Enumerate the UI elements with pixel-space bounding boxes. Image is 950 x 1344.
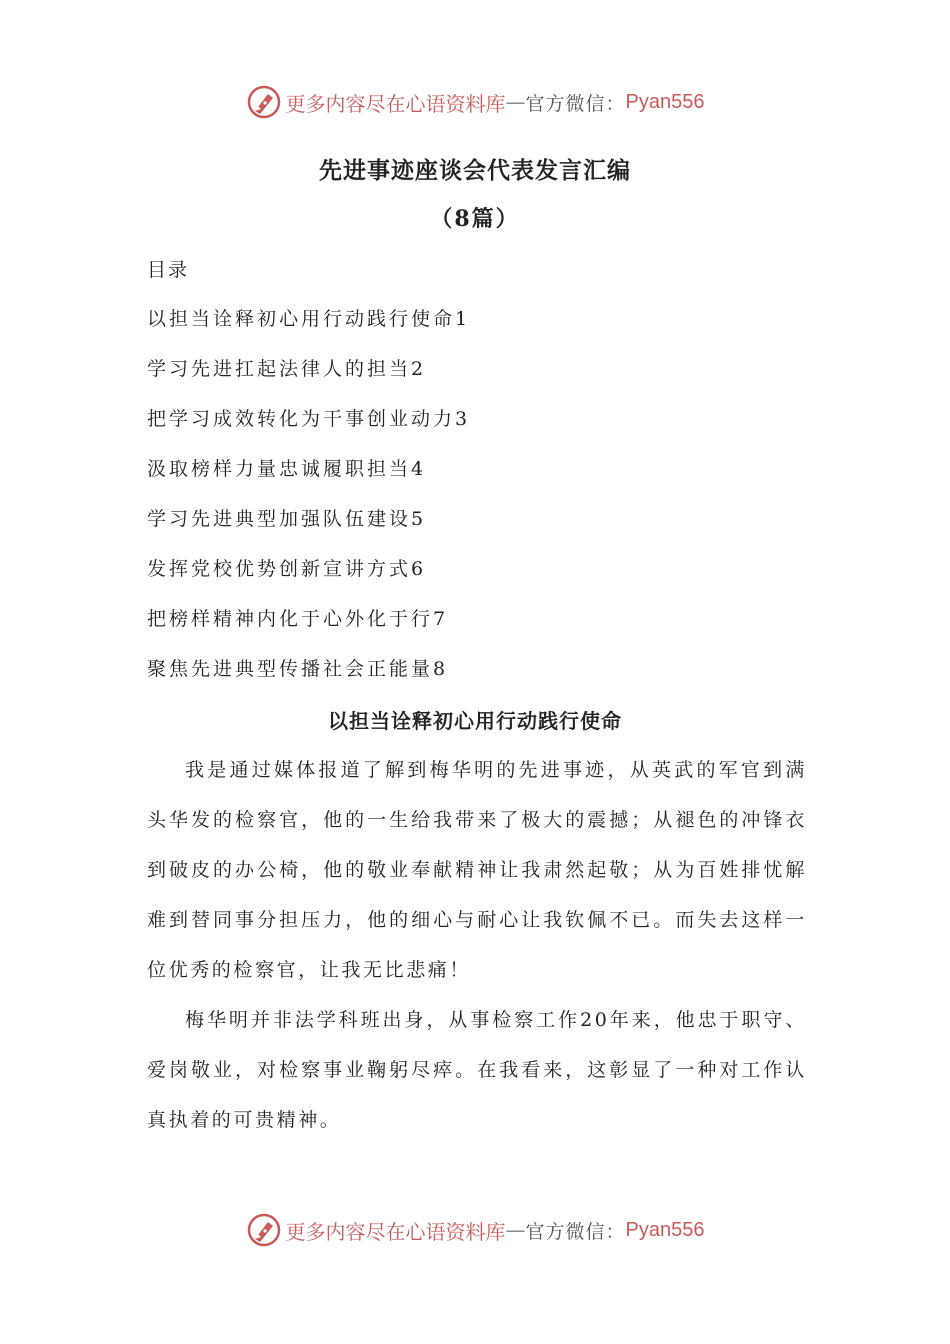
pen-nib-logo-icon <box>246 84 282 120</box>
toc-item[interactable]: 把榜样精神内化于心外化于行7 <box>147 608 449 630</box>
banner-separator: — <box>505 90 526 114</box>
banner-text: 更多内容尽在心语资料库 <box>285 1219 506 1244</box>
table-of-contents <box>147 305 470 705</box>
document-title: 先进事迹座谈会代表发言汇编 <box>319 157 631 184</box>
banner-text: 更多内容尽在心语资料库 <box>285 91 506 116</box>
banner-wechat-id: Pyan556 <box>625 1218 705 1241</box>
footer-banner <box>0 1210 950 1250</box>
toc-item[interactable]: 学习先进典型加强队伍建设5 <box>147 508 427 530</box>
section-title: 以担当诠释初心用行动践行使命 <box>328 709 622 733</box>
banner-wechat-id: Pyan556 <box>625 90 705 113</box>
toc-item[interactable]: 学习先进扛起法律人的担当2 <box>147 358 427 380</box>
banner-wechat-label: 官方微信： <box>525 1220 626 1243</box>
banner-wechat-label: 官方微信： <box>525 92 626 115</box>
toc-item[interactable]: 以担当诠释初心用行动践行使命1 <box>147 308 471 330</box>
toc-item[interactable]: 把学习成效转化为干事创业动力3 <box>147 408 471 430</box>
toc-item[interactable]: 汲取榜样力量忠诚履职担当4 <box>147 458 427 480</box>
toc-item[interactable]: 发挥党校优势创新宣讲方式6 <box>147 558 427 580</box>
header-banner <box>0 82 950 122</box>
body-paragraph: 梅华明并非法学科班出身，从事检察工作20年来，他忠于职守、爱岗敬业，对检察事业鞠躬尽瘁。在我看来，这彰显了一种对工作认真执着的可贵精神。 <box>147 1009 807 1131</box>
banner-separator: — <box>505 1218 526 1242</box>
pen-nib-logo-icon <box>246 1212 282 1248</box>
toc-heading: 目录 <box>147 259 190 281</box>
body-paragraph: 我是通过媒体报道了解到梅华明的先进事迹，从英武的军官到满头华发的检察官，他的一生给我带来了极大的震撼；从褪色的冲锋衣到破皮的办公椅，他的敬业奉献精神让我肃然起敬；从为百姓排忧解难到替同事分担压力，他的细心与耐心让我钦佩不已。而失去这样一位优秀的检察官，让我无比悲痛！ <box>147 759 807 981</box>
document-subtitle: （8篇） <box>430 206 520 232</box>
toc-item[interactable]: 聚焦先进典型传播社会正能量8 <box>147 658 449 680</box>
